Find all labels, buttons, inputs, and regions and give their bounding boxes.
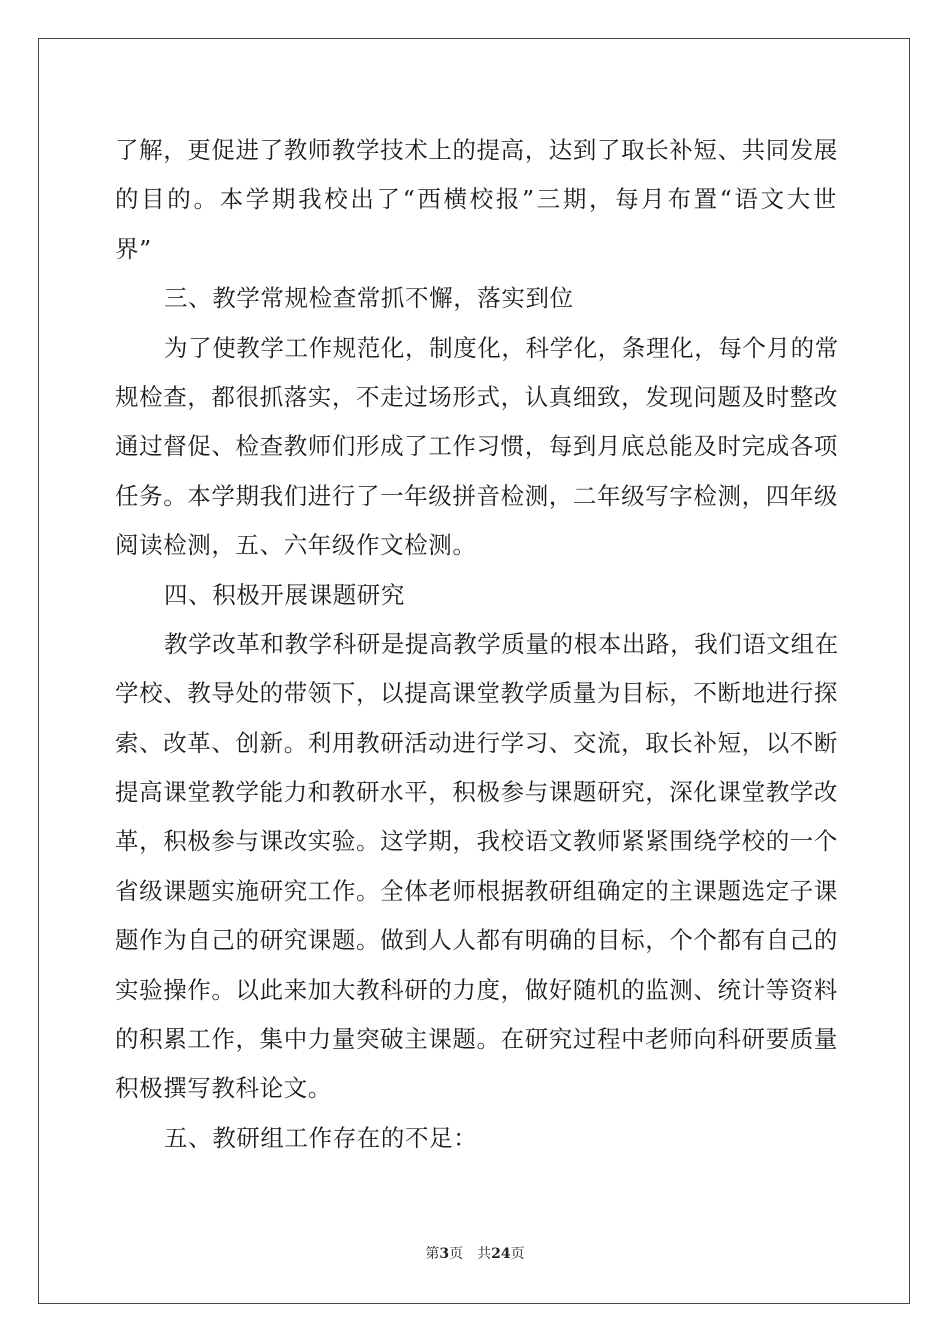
page-total: 24	[491, 1246, 511, 1262]
text-line: 的积累工作，集中力量突破主课题。在研究过程中老师向科研要质量	[115, 1025, 838, 1054]
text-line: 题作为自己的研究课题。做到人人都有明确的目标，个个都有自己的	[115, 926, 838, 955]
text-line: 教学改革和教学科研是提高教学质量的根本出路，我们语文组在	[164, 629, 839, 658]
text-line: 规检查，都很抓落实，不走过场形式，认真细致，发现问题及时整改	[115, 382, 838, 411]
text-line: 提高课堂教学能力和教研水平，积极参与课题研究，深化课堂教学改	[115, 778, 838, 807]
text-line: 学校、教导处的带领下，以提高课堂教学质量为目标，不断地进行探	[115, 679, 838, 708]
section-heading: 四、积极开展课题研究	[164, 580, 405, 609]
total-prefix: 共	[477, 1246, 492, 1262]
text-line: 阅读检测，五、六年级作文检测。	[115, 531, 477, 560]
text-line: 通过督促、检查教师们形成了工作习惯，每到月底总能及时完成各项	[115, 432, 838, 461]
page-current: 3	[439, 1246, 450, 1262]
document-body	[115, 126, 837, 1163]
section-heading: 三、教学常规检查常抓不懈，落实到位	[164, 284, 574, 313]
text-line: 革，积极参与课改实验。这学期，我校语文教师紧紧围绕学校的一个	[115, 827, 838, 856]
text-line: 了解，更促进了教师教学技术上的提高，达到了取长补短、共同发展	[115, 136, 838, 164]
text-line: 界”	[115, 234, 152, 263]
section-heading: 五、教研组工作存在的不足：	[164, 1123, 478, 1152]
text-line: 省级课题实施研究工作。全体老师根据教研组确定的主课题选定子课	[115, 876, 838, 905]
page-footer	[0, 1243, 950, 1263]
page-suffix: 页	[449, 1246, 464, 1262]
text-line: 积极撰写教科论文。	[115, 1074, 332, 1103]
total-suffix: 页	[510, 1246, 525, 1262]
text-line: 的目的。本学期我校出了“西横校报”三期，每月布置“语文大世	[115, 185, 837, 214]
text-line: 为了使教学工作规范化，制度化，科学化，条理化，每个月的常	[164, 333, 839, 362]
page-prefix: 第	[425, 1246, 440, 1262]
text-line: 任务。本学期我们进行了一年级拼音检测，二年级写字检测，四年级	[115, 481, 838, 510]
text-line: 实验操作。以此来加大教科研的力度，做好随机的监测、统计等资料	[115, 975, 838, 1004]
text-line: 索、改革、创新。利用教研活动进行学习、交流，取长补短，以不断	[115, 728, 838, 757]
